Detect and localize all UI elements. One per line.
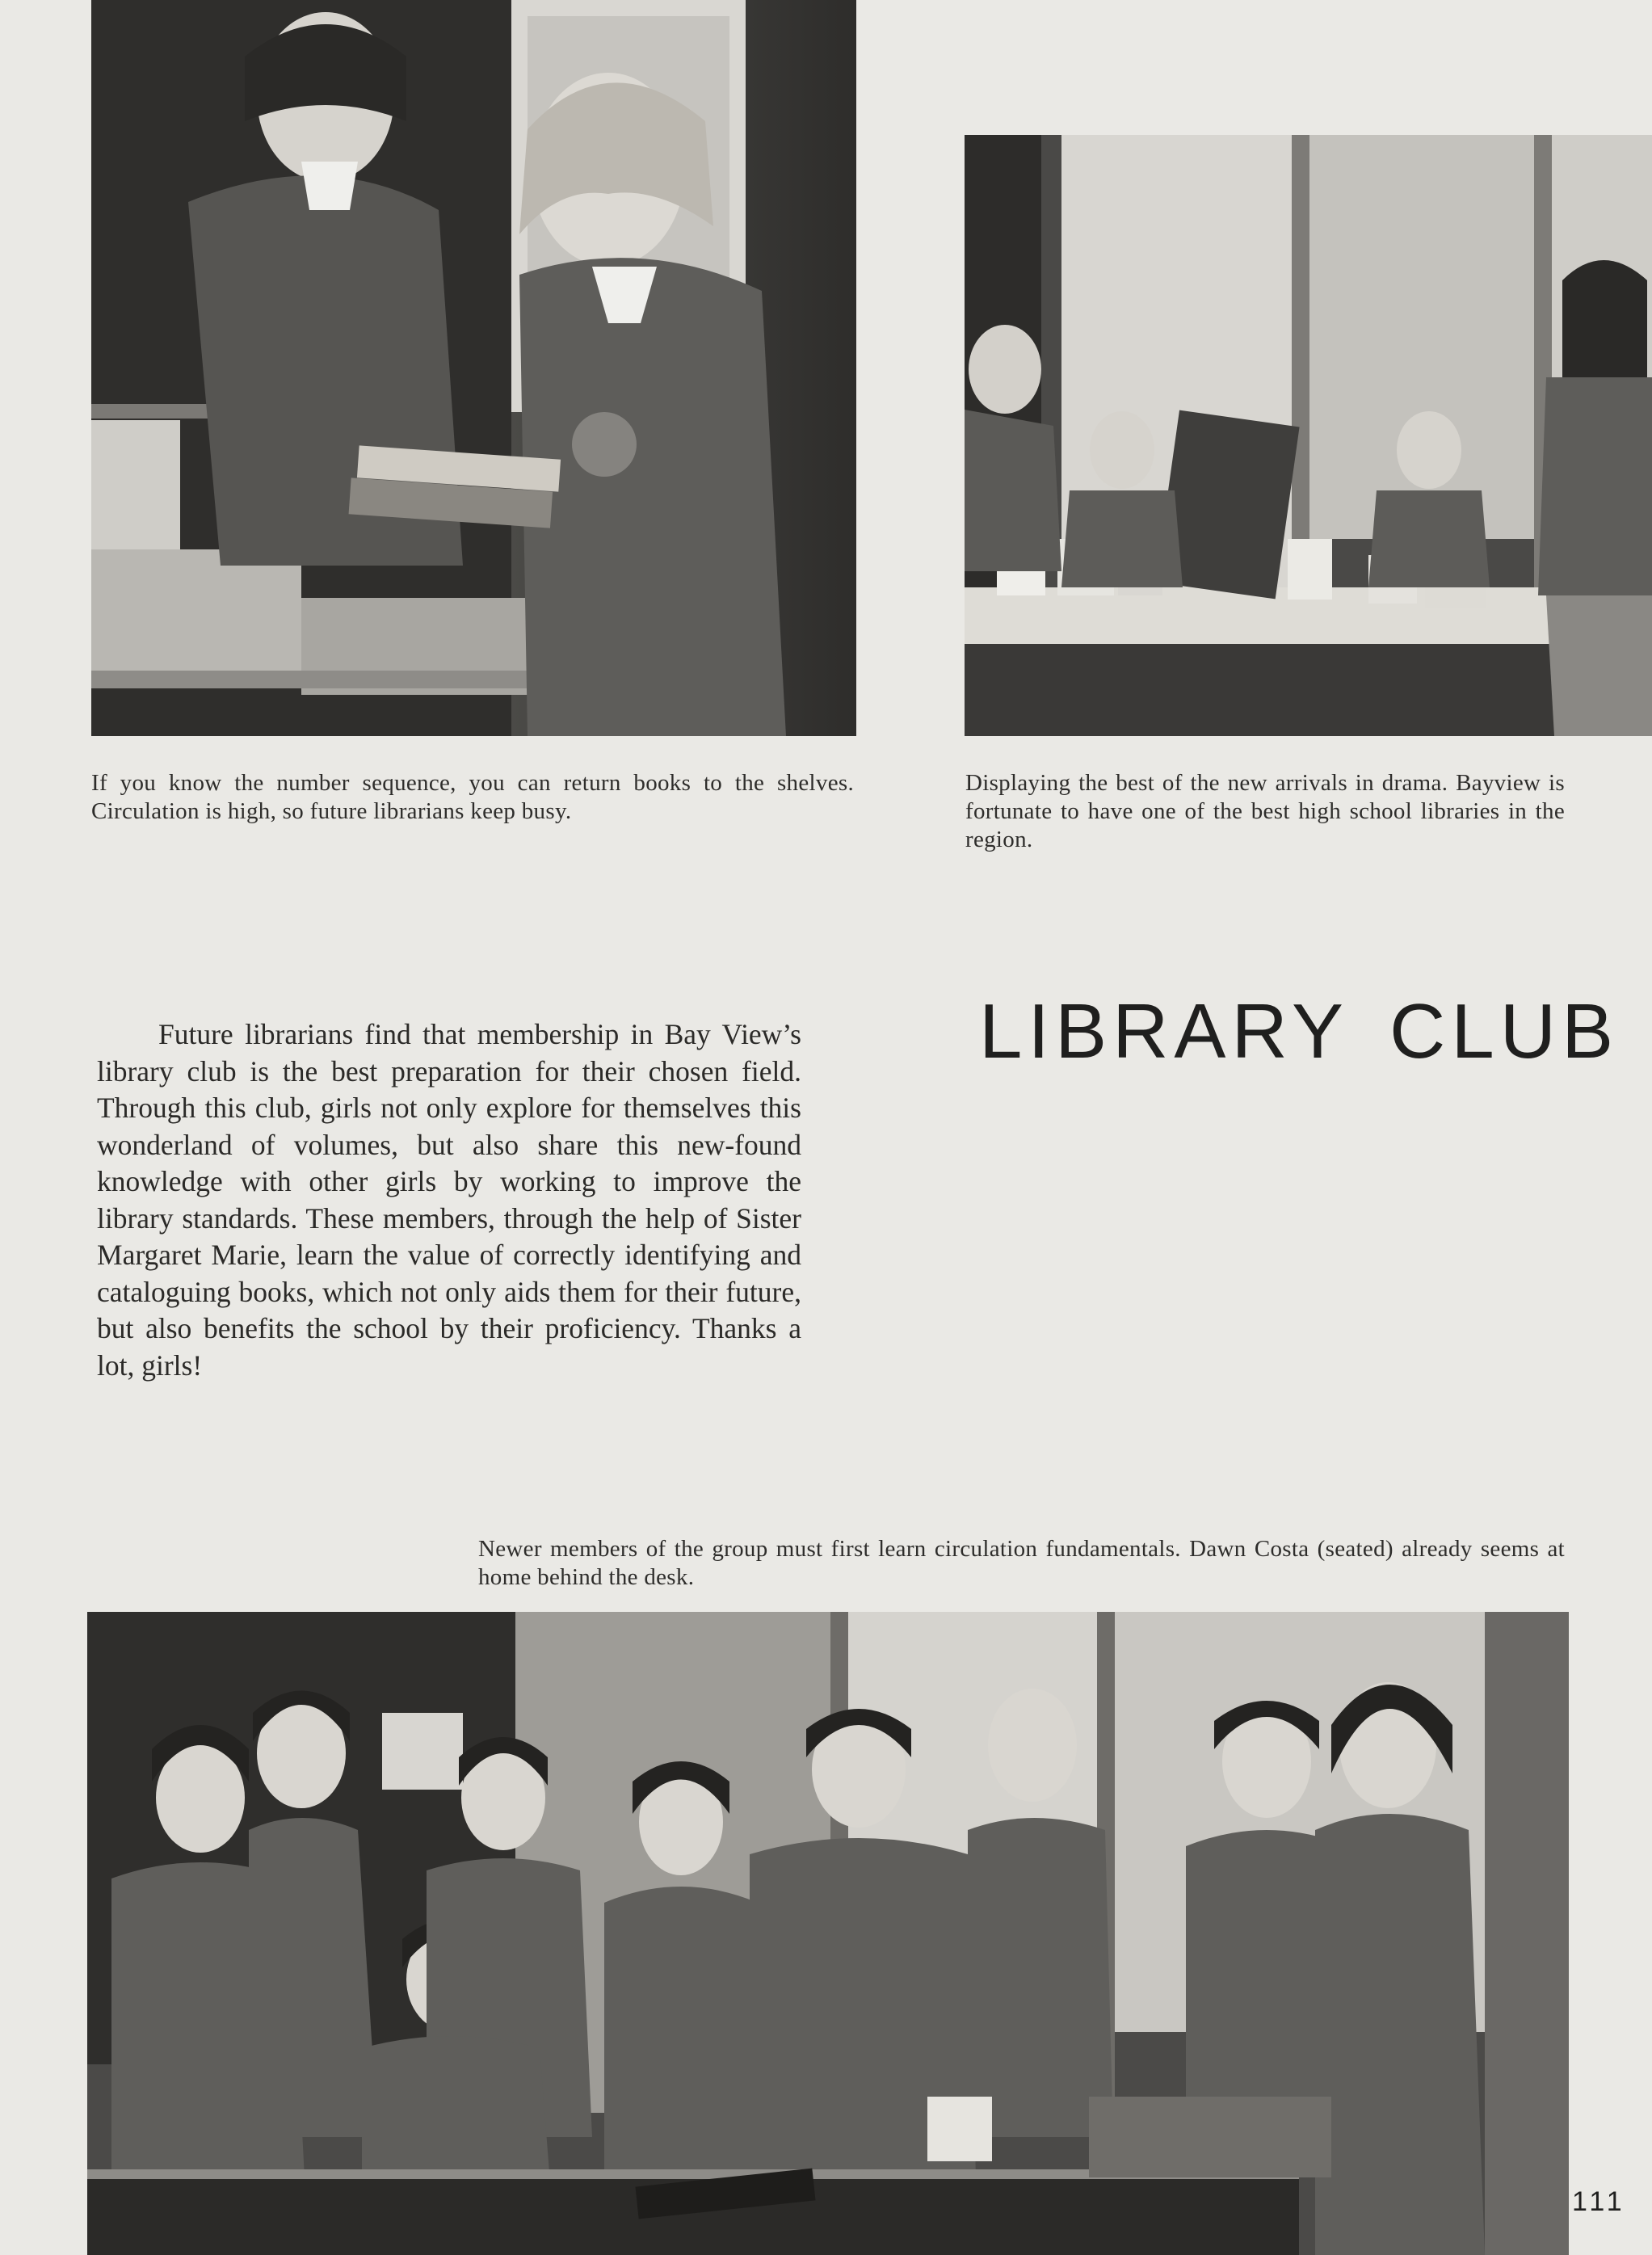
article-body: Future librarians find that membership in Bay View’s library club is the best preparation for their chosen field. Through this club, girls not only explore for themselves this wonderland of volumes, but also share this new-found knowledge with other girls by working to improve the library standards. These members, through the help of Sister Margaret Marie, learn the value of correctly identifying and cataloguing books, which not only aids them for their future, but also benefits the school by their proficiency. Thanks a lot, girls! <box>97 1018 801 1382</box>
photo-drama-display <box>965 135 1652 736</box>
caption-shelving-books: If you know the number sequence, you can return books to the shelves. Circulation is high, so future librarians keep busy. <box>91 770 854 824</box>
page-number: 111 <box>1572 2186 1626 2217</box>
photo-shelving-books <box>91 0 856 736</box>
page-title: LIBRARY CLUB <box>979 988 1620 1075</box>
caption-group-photo: Newer members of the group must first learn circulation fundamentals. Dawn Costa (seated) already seems at home behind the desk. <box>478 1536 1565 1590</box>
photo-library-club-group <box>87 1612 1569 2255</box>
caption-drama-display: Displaying the best of the new arrivals in drama. Bayview is fortunate to have one of the best high school libraries in the region. <box>965 770 1565 852</box>
